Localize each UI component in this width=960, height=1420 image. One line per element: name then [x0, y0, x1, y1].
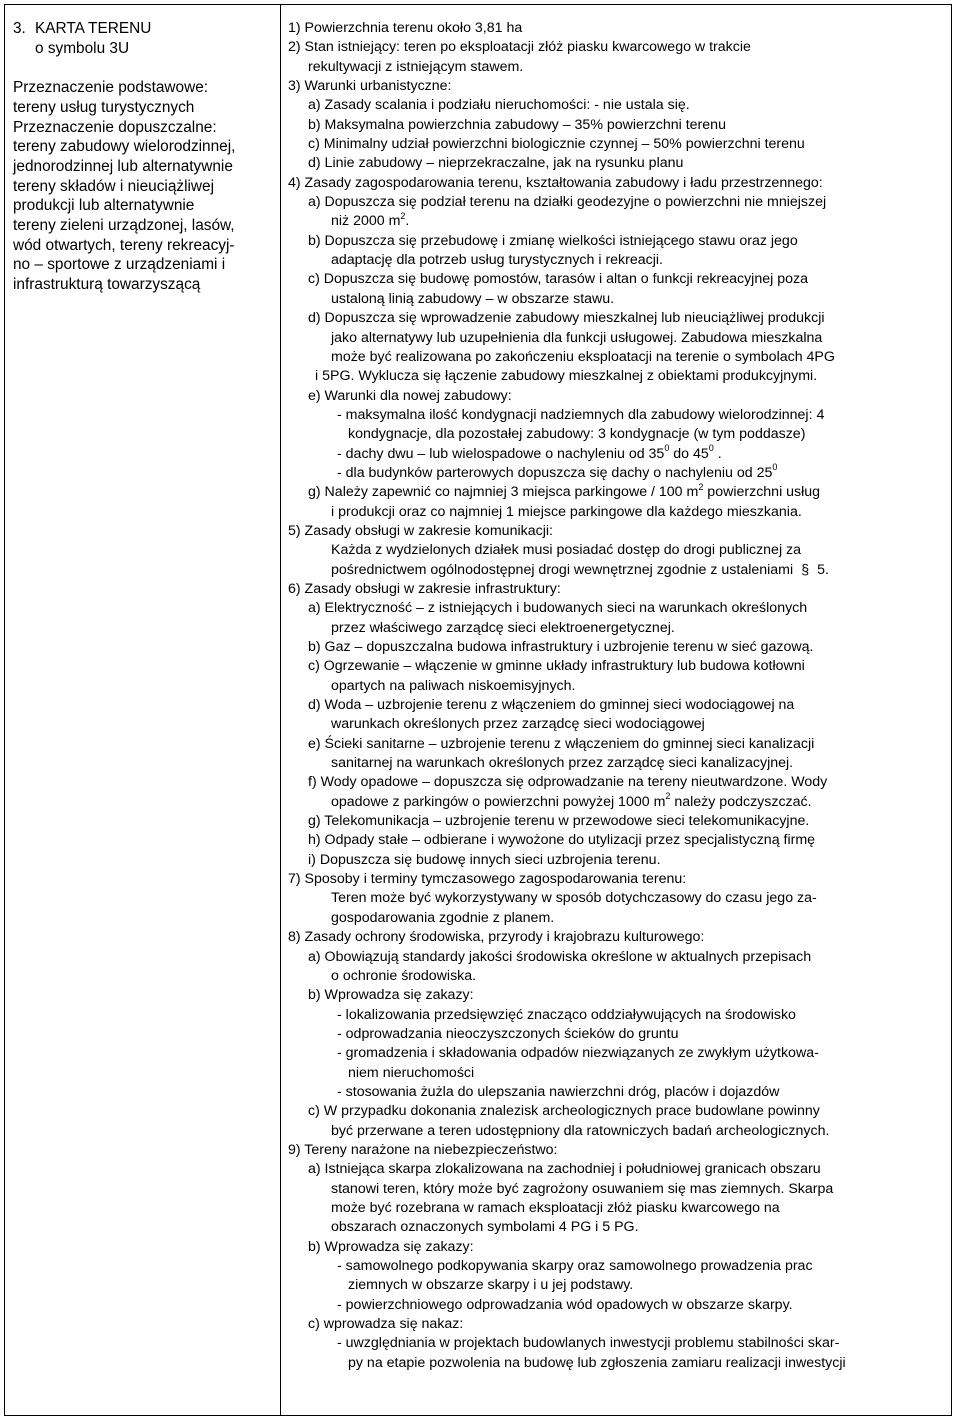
item-6d: d) Woda – uzbrojenie terenu z włączeniem do gminnej sieci wodociągowej na	[308, 697, 795, 714]
right-column	[288, 19, 948, 1373]
item-9b-bullet-1: - samowolnego podkopywania skarpy oraz samowolnego prowadzenia prac	[337, 1258, 813, 1274]
document-page	[4, 4, 952, 1416]
item-3b: b) Maksymalna powierzchnia zabudowy – 35% powierzchni terenu	[308, 116, 726, 133]
item-6f: f) Wody opadowe – dopuszcza się odprowadzanie na tereny nieutwardzone. Wody	[308, 774, 828, 791]
card-number: 3.	[13, 20, 26, 37]
item-6e: e) Ścieki sanitarne – uzbrojenie terenu z włączeniem do gminnej sieci kanalizacji	[308, 735, 815, 752]
item-6f-cont: opadowe z parkingów o powierzchni powyżej 1000 $m^2$ należy podczyszczać.	[331, 791, 812, 810]
item-6h: h) Odpady stałe – odbierane i wywożone do utylizacji przez specjalistyczną firmę	[308, 832, 816, 849]
item-8c: c) W przypadku dokonania znalezisk archeologicznych prace budowlane powinny	[308, 1103, 820, 1120]
item-5-text: Każda z wydzielonych działek musi posiadać dostęp do drogi publicznej za	[331, 542, 802, 559]
item-6e-cont: sanitarnej na warunkach określonych przez zarządcę sieci kanalizacyjnej.	[331, 755, 794, 772]
item-3c: c) Minimalny udział powierzchni biologicznie czynnej – 50% powierzchni terenu	[308, 136, 805, 153]
item-5: 5) Zasady obsługi w zakresie komunikacji:	[288, 522, 553, 539]
item-8b: b) Wprowadza się zakazy:	[308, 987, 474, 1004]
item-4e-bullet-1-cont: kondygnacje, dla pozostałej zabudowy: 3 kondygnacje (w tym poddasze)	[348, 426, 806, 443]
left-description-line: Przeznaczenie podstawowe:	[13, 79, 209, 97]
item-6c: c) Ogrzewanie – włączenie w gminne układy infrastruktury lub budowa kotłowni	[308, 658, 805, 675]
item-6a-cont: przez właściwego zarządcę sieci elektroenergetycznej.	[331, 619, 675, 636]
item-8b-bullet-3: - gromadzenia i składowania odpadów niezwiązanych ze zwykłym użytkowa-	[337, 1045, 819, 1062]
item-4a-cont: niż 2000 $m^2$.	[331, 210, 410, 230]
item-4b: b) Dopuszcza się przebudowę i zmianę wielkości istniejącego stawu oraz jego	[308, 232, 798, 249]
item-4b-cont: adaptację dla potrzeb usług turystycznych i rekreacji.	[331, 252, 663, 269]
item-4g: g) Należy zapewnić co najmniej 3 miejsca parkingowe / 100 $m^2$ powierzchni usług	[308, 481, 821, 501]
item-4g-cont: i produkcji oraz co najmniej 1 miejsce parkingowe dla każdego mieszkania.	[331, 503, 802, 520]
item-1: 1) Powierzchnia terenu około 3,81 ha	[288, 20, 523, 36]
item-4c-cont: ustaloną linią zabudowy – w obszarze stawu.	[331, 290, 615, 307]
item-9a-cont-2: może być rozebrana w ramach eksploatacji złóż piasku kwarcowego na	[331, 1199, 780, 1216]
item-9a-cont-1: stanowi teren, który może być zagrożony osuwaniem się mas ziemnych. Skarpa	[331, 1180, 834, 1197]
item-2: 2) Stan istniejący: teren po eksploatacji złóż piasku kwarcowego w trakcie	[288, 39, 751, 56]
item-3d: d) Linie zabudowy – nieprzekraczalne, jak na rysunku planu	[308, 155, 684, 172]
item-4e-bullet-2: - dachy dwu – lub wielospadowe o nachyleniu od $35^0$ do $45^0$ .	[337, 442, 722, 462]
card-title-line-1	[13, 19, 273, 39]
item-8c-cont: być przerwane a teren udostępniony dla ratowniczych badań archeologicznych.	[331, 1122, 830, 1139]
item-8a: a) Obowiązują standardy jakości środowiska określone w aktualnych przepisach	[308, 948, 812, 965]
item-9c-bullet-1-cont: py na etapie pozwolenia na budowę lub zgłoszenia zamiaru realizacji inwestycji	[348, 1354, 846, 1371]
item-3: 3) Warunki urbanistyczne:	[288, 78, 452, 95]
left-description-line: no – sportowe z urządzeniami i	[13, 256, 226, 274]
item-4d-cont-1: jako alternatywy lub uzupełnienia dla funkcji usługowej. Zabudowa mieszkalna	[331, 329, 823, 346]
item-7-text-cont: gospodarowania zgodnie z planem.	[331, 909, 555, 926]
item-9b-bullet-1-cont: ziemnych w obszarze skarpy i u jej podstawy.	[348, 1277, 634, 1294]
item-8b-bullet-3-cont: niem nieruchomości	[348, 1064, 475, 1081]
item-9c: c) wprowadza się nakaz:	[308, 1316, 464, 1333]
item-6g: g) Telekomunikacja – uzbrojenie terenu w przewodowe sieci telekomunikacyjne.	[308, 813, 810, 830]
card-title: KARTA TERENU	[35, 20, 152, 37]
item-9b-bullet-2: - powierzchniowego odprowadzania wód opadowych w obszarze skarpy.	[337, 1296, 793, 1313]
item-4d-cont-2: może być realizowana po zakończeniu eksploatacji na terenie o symbolach 4PG	[331, 348, 835, 365]
item-9a: a) Istniejąca skarpa zlokalizowana na zachodniej i południowej granicach obszaru	[308, 1161, 821, 1178]
left-description-line: tereny zieleni urządzonej, lasów,	[13, 217, 235, 235]
item-4e: e) Warunki dla nowej zabudowy:	[308, 387, 512, 404]
left-description-line: tereny zabudowy wielorodzinnej,	[13, 138, 236, 156]
item-8b-bullet-2: - odprowadzania nieoczyszczonych ścieków do gruntu	[337, 1025, 679, 1042]
item-6c-cont: opartych na paliwach niskoemisyjnych.	[331, 677, 576, 694]
item-4a: a) Dopuszcza się podział terenu na działki geodezyjne o powierzchni nie mniejszej	[308, 194, 827, 211]
left-description-line: infrastrukturą towarzyszącą	[13, 276, 201, 294]
item-6: 6) Zasady obsługi w zakresie infrastruktury:	[288, 580, 561, 597]
item-9a-cont-3: obszarach oznaczonych symbolami 4 PG i 5 PG.	[331, 1219, 639, 1236]
left-description-line: tereny usług turystycznych	[13, 98, 195, 116]
item-4c: c) Dopuszcza się budowę pomostów, tarasów i altan o funkcji rekreacyjnej poza	[308, 271, 808, 288]
left-description-line: tereny składów i nieuciążliwej	[13, 177, 215, 195]
item-4d: d) Dopuszcza się wprowadzenie zabudowy mieszkalnej lub nieuciążliwej produkcji	[308, 310, 825, 327]
left-description-line: wód otwartych, tereny rekreacyj-	[13, 236, 235, 254]
item-4: 4) Zasady zagospodarowania terenu, kształtowania zabudowy i ładu przestrzennego:	[288, 174, 823, 191]
item-8: 8) Zasady ochrony środowiska, przyrody i krajobrazu kulturowego:	[288, 929, 705, 946]
item-7-text: Teren może być wykorzystywany w sposób dotychczasowy do czasu jego za-	[331, 890, 817, 907]
item-7: 7) Sposoby i terminy tymczasowego zagospodarowania terenu:	[288, 871, 687, 888]
left-description-line: jednorodzinnej lub alternatywnie	[13, 157, 233, 175]
left-description-line: produkcji lub alternatywnie	[13, 197, 195, 215]
column-divider	[280, 5, 281, 1415]
item-2-cont: rekultywacji z istniejącym stawem.	[308, 58, 524, 75]
left-description	[13, 58, 273, 294]
item-4d-cont-3: i 5PG. Wyklucza się łączenie zabudowy mieszkalnej z obiektami produkcyjnymi.	[315, 368, 818, 385]
left-description-line: Przeznaczenie dopuszczalne:	[13, 118, 217, 136]
item-6i: i) Dopuszcza się budowę innych sieci uzbrojenia terenu.	[308, 851, 661, 868]
item-9b: b) Wprowadza się zakazy:	[308, 1238, 474, 1255]
section-sign: §	[801, 561, 810, 578]
item-6a: a) Elektryczność – z istniejących i budowanych sieci na warunkach określonych	[308, 600, 808, 617]
item-9: 9) Tereny narażone na niebezpieczeństwo:	[288, 1141, 558, 1158]
item-8a-cont: o ochronie środowiska.	[331, 967, 477, 984]
item-6b: b) Gaz – dopuszczalna budowa infrastruktury i uzbrojenie terenu w sieć gazową.	[308, 639, 814, 655]
card-symbol: o symbolu 3U	[35, 39, 130, 57]
item-8b-bullet-4: - stosowania żużla do ulepszania nawierzchni dróg, placów i dojazdów	[337, 1083, 780, 1100]
item-8b-bullet-1: - lokalizowania przedsięwzięć znacząco oddziaływujących na środowisko	[337, 1006, 796, 1023]
item-9c-bullet-1: - uwzględniania w projektach budowlanych inwestycji problemu stabilności skar-	[337, 1335, 840, 1352]
item-3a: a) Zasady scalania i podziału nieruchomości: - nie ustala się.	[308, 97, 690, 114]
item-6d-cont: warunkach określonych przez zarządcę sieci wodociągowej	[331, 716, 705, 733]
item-4e-bullet-1: - maksymalna ilość kondygnacji nadziemnych dla zabudowy wielorodzinnej: 4	[337, 406, 825, 423]
left-description-line	[13, 58, 273, 78]
left-column	[13, 19, 273, 295]
item-4e-bullet-3: - dla budynków parterowych dopuszcza się dachy o nachyleniu od $25^0$	[337, 462, 778, 481]
item-5-text-cont: pośrednictwem ogólnodostępnej drogi wewnętrznej zgodnie z ustaleniami § 5.	[288, 561, 948, 580]
